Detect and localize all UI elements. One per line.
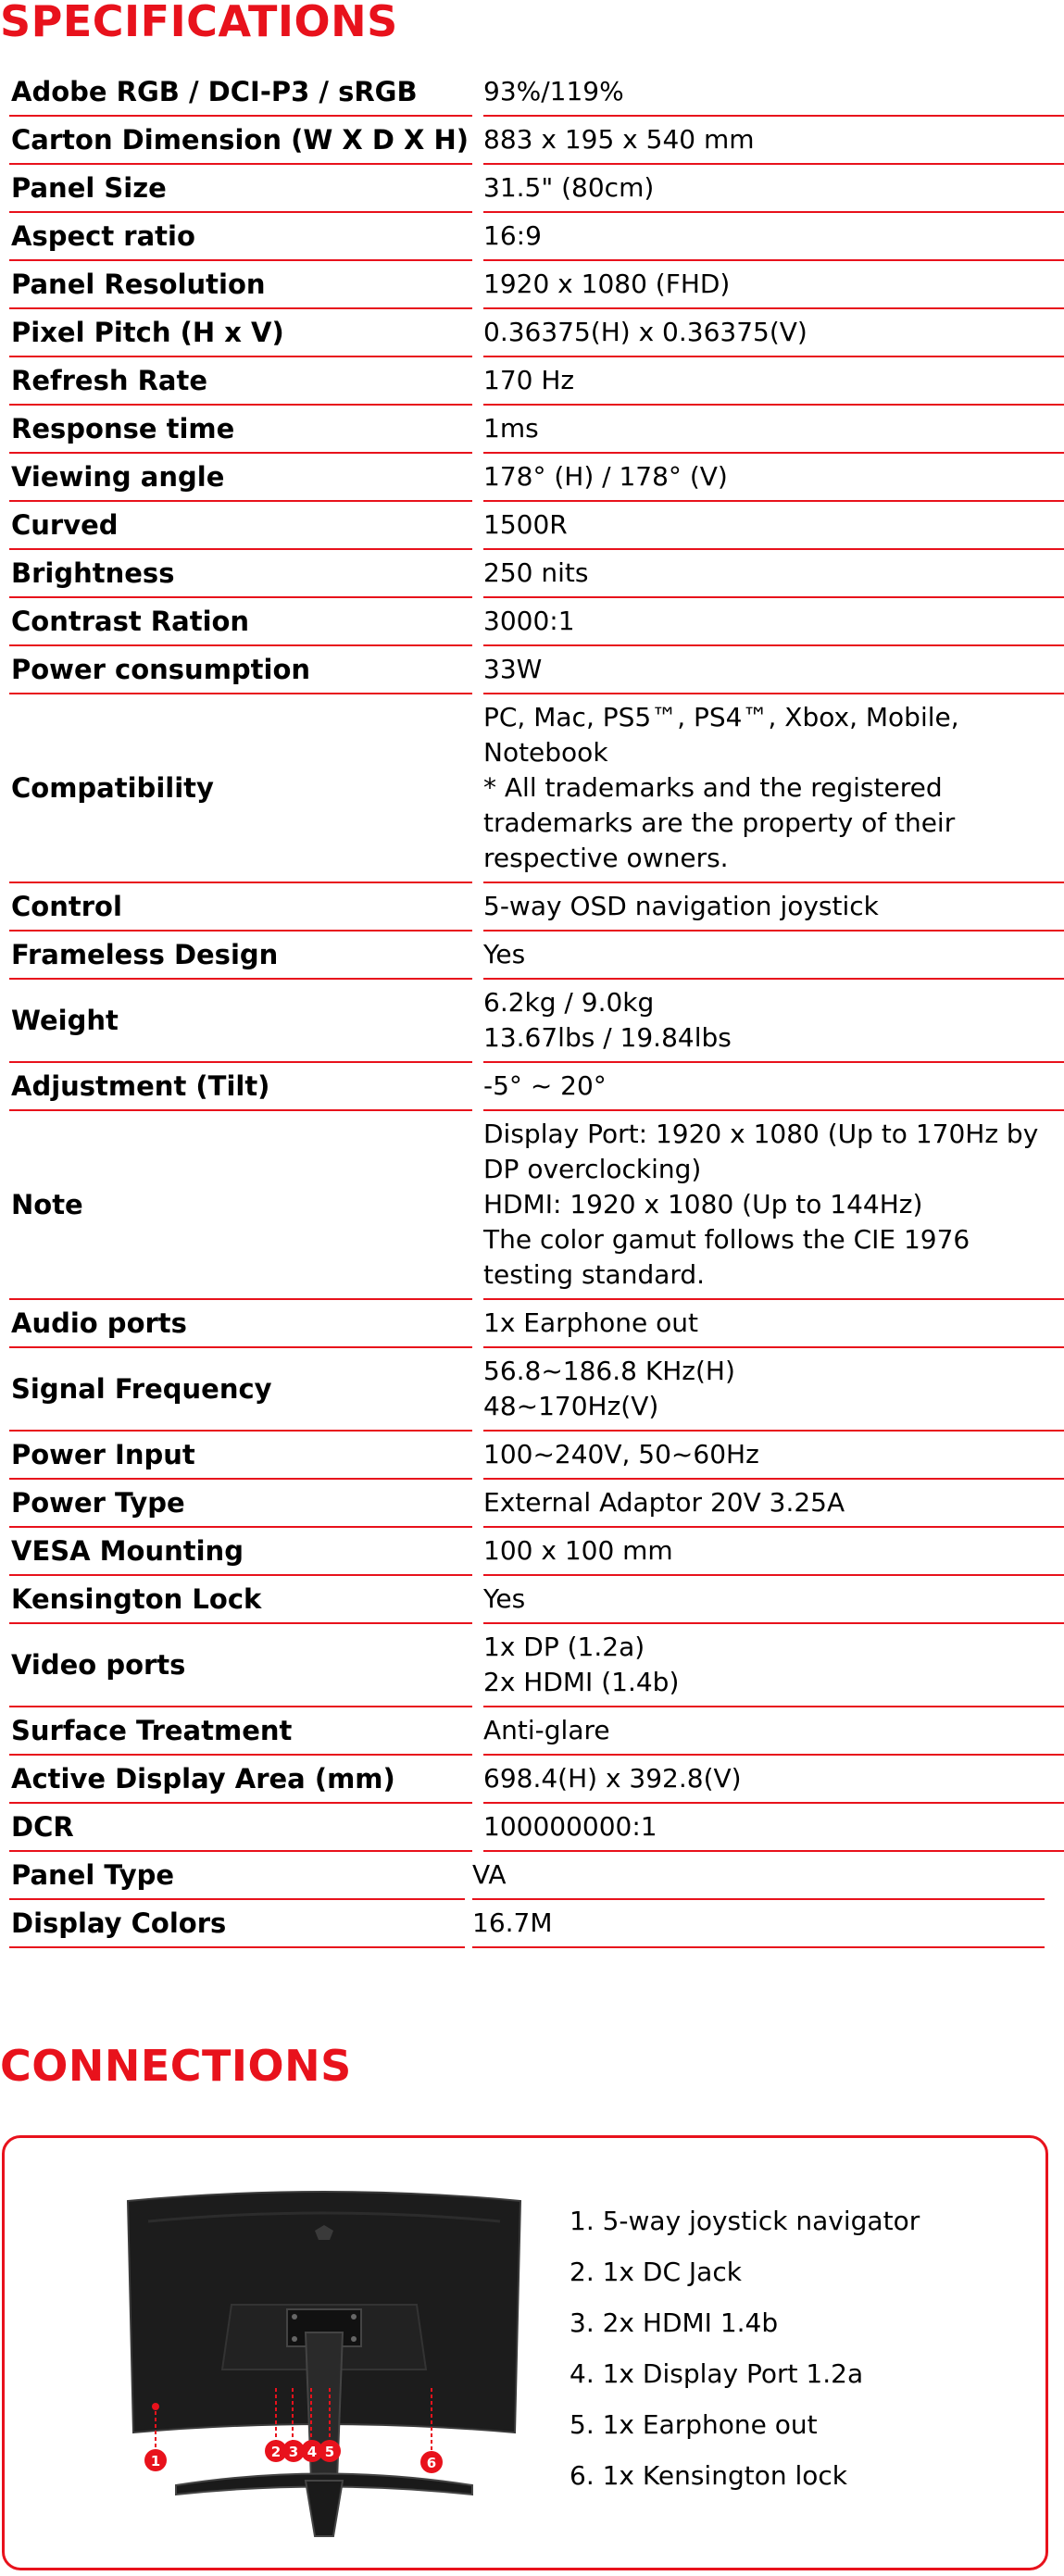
marker-5: 5 (324, 2444, 335, 2460)
spec-value-line: trademarks are the property of their (483, 807, 956, 838)
spec-value (483, 69, 1064, 117)
spec-value-line: 13.67lbs / 19.84lbs (483, 1022, 732, 1053)
spec-row (9, 69, 1064, 117)
spec-row (9, 357, 1064, 406)
spec-label: Pixel Pitch (H x V) (9, 309, 472, 357)
spec-value (483, 1111, 1064, 1300)
spec-value-line: 1ms (483, 413, 539, 444)
spec-label: Active Display Area (mm) (9, 1756, 472, 1804)
spec-value (483, 550, 1064, 598)
spec-value (483, 1348, 1064, 1432)
spec-row (9, 1300, 1064, 1348)
spec-value (483, 694, 1064, 883)
spec-value-line: 56.8~186.8 KHz(H) (483, 1356, 735, 1386)
specifications-heading: SPECIFICATIONS (0, 0, 398, 46)
spec-value-line: Notebook (483, 737, 608, 768)
connection-item: 5. 1x Earphone out (570, 2409, 818, 2440)
spec-value-line: 100~240V, 50~60Hz (483, 1439, 759, 1469)
spec-value (483, 1804, 1064, 1852)
spec-row (9, 1900, 1064, 1948)
spec-value (483, 1063, 1064, 1111)
spec-value-line: Anti-glare (483, 1715, 610, 1745)
spec-value (483, 1707, 1064, 1756)
spec-value-line: 1500R (483, 509, 568, 540)
spec-row (9, 598, 1064, 646)
spec-label: Frameless Design (9, 932, 472, 980)
spec-row (9, 1624, 1064, 1707)
spec-value (483, 1756, 1064, 1804)
spec-value-line: VA (472, 1859, 507, 1890)
connection-item: 2. 1x DC Jack (570, 2257, 742, 2287)
spec-value (483, 598, 1064, 646)
connections-panel (2, 2135, 1048, 2570)
spec-label: Panel Size (9, 165, 472, 213)
spec-row (9, 1804, 1064, 1852)
spec-value (483, 883, 1064, 932)
marker-4: 4 (307, 2444, 318, 2460)
spec-row (9, 261, 1064, 309)
spec-value-line: 16.7M (472, 1907, 553, 1938)
spec-label: Note (9, 1111, 472, 1300)
spec-row (9, 980, 1064, 1063)
spec-value-line: 33W (483, 654, 543, 684)
spec-value (483, 406, 1064, 454)
spec-value-line: Yes (483, 1583, 526, 1614)
spec-value-line: -5° ~ 20° (483, 1070, 607, 1101)
spec-value-line: External Adaptor 20V 3.25A (483, 1487, 845, 1518)
spec-value-line: * All trademarks and the registered (483, 772, 943, 803)
spec-value-line: The color gamut follows the CIE 1976 (483, 1224, 970, 1255)
spec-row (9, 1432, 1064, 1480)
spec-value (483, 1624, 1064, 1707)
spec-label: Power Type (9, 1480, 472, 1528)
connection-item: 3. 2x HDMI 1.4b (570, 2307, 779, 2338)
spec-value-line: DP overclocking) (483, 1154, 702, 1184)
spec-value-line: 1920 x 1080 (FHD) (483, 269, 731, 299)
spec-label: Power consumption (9, 646, 472, 694)
spec-label: Compatibility (9, 694, 472, 883)
spec-row (9, 1528, 1064, 1576)
spec-value-line: 48~170Hz(V) (483, 1391, 659, 1421)
spec-label: Panel Type (9, 1852, 465, 1900)
spec-value (483, 357, 1064, 406)
spec-label: Response time (9, 406, 472, 454)
spec-label: Adjustment (Tilt) (9, 1063, 472, 1111)
spec-label: Power Input (9, 1432, 472, 1480)
spec-row (9, 117, 1064, 165)
spec-value (483, 980, 1064, 1063)
spec-value-line: 6.2kg / 9.0kg (483, 987, 655, 1018)
spec-row (9, 1852, 1064, 1900)
spec-row (9, 1480, 1064, 1528)
spec-label: Aspect ratio (9, 213, 472, 261)
connection-item: 1. 5-way joystick navigator (570, 2206, 920, 2236)
spec-value (483, 213, 1064, 261)
spec-row (9, 1576, 1064, 1624)
spec-row (9, 694, 1064, 883)
spec-label: Refresh Rate (9, 357, 472, 406)
spec-value (483, 454, 1064, 502)
marker-6: 6 (426, 2455, 437, 2471)
spec-label: Viewing angle (9, 454, 472, 502)
spec-row (9, 932, 1064, 980)
spec-row (9, 1756, 1064, 1804)
spec-label: Panel Resolution (9, 261, 472, 309)
spec-value-line: 100 x 100 mm (483, 1535, 673, 1566)
spec-value-line: 250 nits (483, 557, 589, 588)
spec-label: Curved (9, 502, 472, 550)
spec-value (483, 1480, 1064, 1528)
marker-2: 2 (270, 2444, 282, 2460)
spec-label: Display Colors (9, 1900, 465, 1948)
spec-row (9, 1111, 1064, 1300)
spec-label: Control (9, 883, 472, 932)
spec-value-line: Yes (483, 939, 526, 969)
spec-row (9, 213, 1064, 261)
spec-row (9, 454, 1064, 502)
spec-row (9, 883, 1064, 932)
specifications-table (9, 69, 1064, 1948)
spec-value-line: 2x HDMI (1.4b) (483, 1667, 680, 1697)
marker-1: 1 (150, 2453, 161, 2470)
spec-value (483, 165, 1064, 213)
spec-label: Video ports (9, 1624, 472, 1707)
spec-value-line: 93%/119% (483, 76, 624, 106)
spec-value-line: 31.5" (80cm) (483, 172, 655, 203)
spec-value (483, 502, 1064, 550)
spec-label: Signal Frequency (9, 1348, 472, 1432)
spec-value-line: 16:9 (483, 220, 542, 251)
spec-value (483, 117, 1064, 165)
spec-label: Adobe RGB / DCI-P3 / sRGB (9, 69, 472, 117)
spec-value (483, 1576, 1064, 1624)
spec-row (9, 1063, 1064, 1111)
spec-value-line: respective owners. (483, 843, 729, 873)
spec-value (483, 1300, 1064, 1348)
spec-value (483, 261, 1064, 309)
spec-value-line: 100000000:1 (483, 1811, 657, 1842)
spec-row (9, 165, 1064, 213)
spec-value (483, 646, 1064, 694)
connections-heading: CONNECTIONS (0, 2041, 352, 2091)
spec-label: VESA Mounting (9, 1528, 472, 1576)
spec-row (9, 1348, 1064, 1432)
spec-label: Audio ports (9, 1300, 472, 1348)
spec-label: Surface Treatment (9, 1707, 472, 1756)
spec-row (9, 309, 1064, 357)
marker-3: 3 (288, 2444, 299, 2460)
spec-value (472, 1900, 1045, 1948)
spec-value-line: 883 x 195 x 540 mm (483, 124, 755, 155)
spec-value-line: 170 Hz (483, 365, 575, 395)
monitor-rear-icon (120, 2184, 528, 2545)
spec-value-line: 5-way OSD navigation joystick (483, 891, 879, 921)
spec-row (9, 406, 1064, 454)
spec-value-line: Display Port: 1920 x 1080 (Up to 170Hz by (483, 1119, 1039, 1149)
spec-label: Weight (9, 980, 472, 1063)
spec-value-line: 1x DP (1.2a) (483, 1632, 645, 1662)
spec-value-line: HDMI: 1920 x 1080 (Up to 144Hz) (483, 1189, 923, 1219)
spec-row (9, 550, 1064, 598)
spec-row (9, 646, 1064, 694)
connections-list (570, 2195, 920, 2501)
connection-item: 6. 1x Kensington lock (570, 2460, 848, 2491)
spec-value-line: PC, Mac, PS5™, PS4™, Xbox, Mobile, (483, 702, 959, 732)
spec-label: Kensington Lock (9, 1576, 472, 1624)
spec-label: Brightness (9, 550, 472, 598)
spec-value-line: 0.36375(H) x 0.36375(V) (483, 317, 807, 347)
spec-value (483, 1432, 1064, 1480)
spec-label: DCR (9, 1804, 472, 1852)
spec-value-line: testing standard. (483, 1259, 706, 1290)
spec-value-line: 3000:1 (483, 606, 575, 636)
spec-value-line: 178° (H) / 178° (V) (483, 461, 728, 492)
spec-value-line: 698.4(H) x 392.8(V) (483, 1763, 742, 1794)
spec-value-line: 1x Earphone out (483, 1307, 699, 1338)
spec-value (483, 309, 1064, 357)
spec-value (483, 932, 1064, 980)
spec-value (472, 1852, 1045, 1900)
spec-row (9, 502, 1064, 550)
spec-value (483, 1528, 1064, 1576)
spec-label: Carton Dimension (W X D X H) (9, 117, 472, 165)
spec-label: Contrast Ration (9, 598, 472, 646)
connection-item: 4. 1x Display Port 1.2a (570, 2358, 864, 2389)
spec-row (9, 1707, 1064, 1756)
